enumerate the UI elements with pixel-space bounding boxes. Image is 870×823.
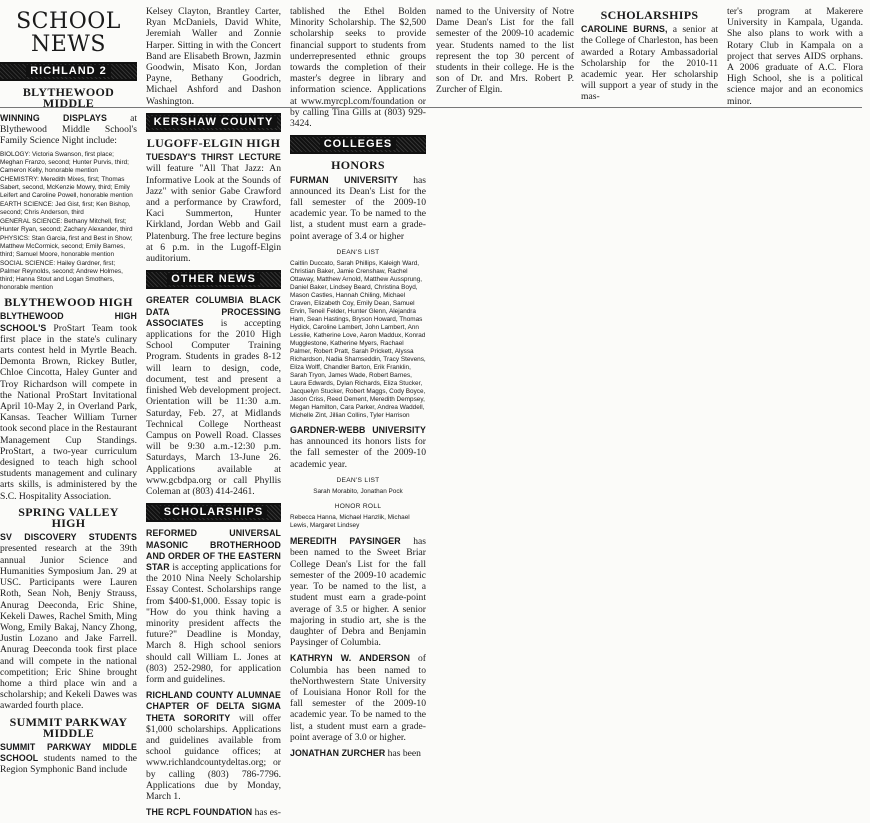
- article-rcpl-continued: tablished the Ethel Bolden Minority Scholarship. The $2,500 scholarship seeks to provide financial support to students from underrepresented ethnic groups towards the completion of their master's degree in library and information science. Applications at www.myrcpl.com/foundation or by calling Tina Gills at (803) 929-3424.: [290, 6, 426, 130]
- heading-blythewood-high: BLYTHEWOOD HIGH: [4, 295, 133, 310]
- column-1: [0, 6, 137, 781]
- article-text: students named to the Region Symphonic Band include: [0, 753, 137, 776]
- article-lead: FURMAN UNIVERSITY: [290, 174, 398, 185]
- article-text: will offer $1,000 scholarships. Applications and guidelines available from school guidance offices; at www.richlandcountydeltas.org; or by calling (803) 786-7796. Applications due by Monday, March 1.: [146, 712, 281, 802]
- article-text: has been: [385, 747, 421, 759]
- article-text: presented research at the 39th annual Junior Science and Humanities Symposium Jan. 29 at USC. Participants were Lauren Roth, Sean Noh, Benjy Strauss, Anurag Deeconda, Eric Shine, Kekeli Dawes, Rachel Smith, Ming Wong, Emily Bakaj, Nancy Zhong, Justin Lozano and Jake Farrell. Anurag Deeconda took first place and will compete in the national competition; Eric Shine brought home a third place win and a scholarship; and Kekeli Dawes was awarded fourth place.: [0, 543, 137, 712]
- award-earth-science: EARTH SCIENCE: Jed Gist, first; Ken Bishop, second; Chris Anderson, third: [0, 201, 131, 217]
- subhead-deans-list-gardner-webb: DEAN'S LIST: [336, 476, 380, 484]
- article-text: is accepting applications for the 2010 High School Computer Training Program. Students in grades 8-12 will learn to design, code, document, test and present a finished Web development project. Orientation will be 11:30 a.m. Saturday, Feb. 27, at Midlands Technical College Northeast Campus on Powell Road. Classes will be 9:30 a.m.-12:30 p.m. Saturdays, March 13-June 26. Applications available at www.gcbdpa.org or call Phyllis Coleman at (803) 414-2461.: [146, 317, 281, 497]
- award-general-science: GENERAL SCIENCE: Bethany Mitchell, first; Hunter Ryan, second; Zachary Alexander, third: [0, 218, 133, 234]
- column-4: [436, 6, 574, 101]
- column-5: [581, 6, 718, 108]
- article-sv-discovery: [0, 532, 137, 711]
- column-3: [290, 6, 426, 764]
- article-lead: WINNING DISPLAYS: [0, 112, 107, 123]
- list-gardner-webb-honor-roll: Rebecca Hanna, Michael Hanzlik, Michael Lewis, Margaret Lindsey: [290, 514, 410, 530]
- column-6: [727, 6, 863, 112]
- section-bar-colleges: COLLEGES: [290, 135, 426, 154]
- article-zurcher-continued: named to the University of Notre Dame Dean's List for the fall semester of the 2009-10 academic year. Students named to the list represent the top 30 percent of students in their college. He is the son of Dr. and Mrs. Robert P. Zurcher of Elgin.: [436, 6, 574, 96]
- article-text: has announced its Dean's List for the fall semester of the 2009-10 academic year. To be named to the list, a student must earn a grade-point average of 3.4 or higher: [290, 174, 427, 242]
- article-gardner-webb: [290, 425, 426, 470]
- article-lead: SUMMIT PARKWAY MIDDLE SCHOOL: [0, 741, 137, 764]
- article-winning-displays: [0, 113, 137, 147]
- article-text: ProStart Team took first place in the state's culinary arts contest held in Myrtle Beach. Demonta Brown, Rickey Butler, Chloe Cincotta, Haley Gunter and Troy Richardson will compete in the National ProStart Invitational April 10-May 2, in Overland Park, Kansas. Teacher William Turner took second place in the Restaurant Management Cup Standings. ProStart, a two-year curriculum designed to teach high school students management and culinary arts skills, is administered by the S.C. Hospitality Association.: [0, 322, 137, 502]
- article-lead: RICHLAND COUNTY ALUMNAE CHAPTER OF DELTA SIGMA THETA SORORITY: [146, 690, 281, 723]
- section-bar-other-news: OTHER NEWS: [146, 270, 281, 289]
- article-lead: BLYTHEWOOD HIGH SCHOOL'S: [0, 311, 137, 333]
- article-delta-sigma-theta: [146, 690, 281, 802]
- article-gcbdpa: [146, 295, 281, 497]
- article-furman: [290, 175, 426, 242]
- article-lead: CAROLINE BURNS,: [581, 24, 668, 35]
- masthead-line-1: SCHOOL: [16, 9, 121, 34]
- article-concert-band-continued: Kelsey Clayton, Brantley Carter, Ryan McDaniels, David White, Jeremiah Waller and Zonnie Harper. Sitting in with the Concert Band are Elisabeth Brown, Jazmin Goodwin, Misato Kon, Jordan Payne, Bethany Goodrich, Michael Ashford and Dashon Washington.: [146, 6, 281, 107]
- heading-scholarships: SCHOLARSHIPS: [600, 8, 699, 22]
- article-text: is accepting applications for the 2010 Nina Neely Scholarship Essay Contest. Scholarships range from $400-$1,000. Essay topic is "How do you think having a minority president affects the future?" Deadline is Monday, March 8. High school seniors should call William L. Jones at (803) 252-2980, for application form and guidelines.: [146, 561, 281, 685]
- heading-summit-parkway-middle: SUMMIT PARKWAY MIDDLE: [9, 714, 128, 740]
- article-prostart: [0, 311, 137, 501]
- article-lead: JONATHAN ZURCHER: [290, 747, 386, 758]
- article-lead: MEREDITH PAYSINGER: [290, 536, 401, 547]
- article-anderson: [290, 653, 426, 743]
- article-thirst-lecture: [146, 152, 281, 264]
- heading-blythewood-middle: BLYTHEWOOD MIDDLE: [22, 85, 115, 111]
- subhead-deans-list-furman: DEAN'S LIST: [336, 248, 380, 256]
- award-social-science: SOCIAL SCIENCE: Hailey Gardner, first; Palmer Reynolds, second; Andrew Holmes, third; Hanna Stout and Logan Smothers, honorable mention: [0, 260, 123, 292]
- heading-spring-valley-high: SPRING VALLEY HIGH: [18, 504, 119, 531]
- article-masonic-brotherhood: [146, 528, 281, 685]
- column-2: [146, 6, 281, 823]
- article-text: of Columbia has been named to theNorthwestern State University of Louisiana Honor Roll for the fall semester of the 2009-10 academic year. To be named to the list, a student must earn a grade-point average of 3.0 or higher.: [290, 653, 427, 743]
- article-paysinger: [290, 536, 426, 648]
- article-lead: THE RCPL FOUNDATION: [146, 807, 253, 818]
- masthead-line-2: NEWS: [31, 32, 106, 57]
- award-biology: BIOLOGY: Victoria Swanson, first place; Meghan Franzo, second; Hunter Purvis, third; Cameron Kelly, honorable mention: [0, 151, 129, 175]
- article-zurcher: [290, 748, 426, 759]
- article-lead: GARDNER-WEBB UNIVERSITY: [290, 425, 426, 436]
- article-text: has announced its honors lists for the fall semester of the 2009-10 academic year.: [290, 436, 426, 470]
- section-bar-scholarships: SCHOLARSHIPS: [146, 503, 281, 522]
- heading-lugoff-elgin-high: LUGOFF-ELGIN HIGH: [146, 136, 281, 151]
- subhead-honor-roll: HONOR ROLL: [334, 503, 382, 511]
- article-caroline-burns-continued: ter's program at Makerere University in Kampala, Uganda. She also plans to work with a Rotary Club in Kampala on a project that serves AIDS orphans. A 2006 graduate of A.C. Flora High School, she is a political science major and an economics minor.: [727, 6, 863, 107]
- article-lead: TUESDAY'S THIRST LECTURE: [146, 152, 281, 163]
- article-summit-parkway: [0, 742, 137, 776]
- article-lead: KATHRYN W. ANDERSON: [290, 653, 411, 664]
- article-text: has been named to the Sweet Briar College Dean's List for the fall semester of the 2009-10 academic year. To be named to the list, a student must earn a grade-point average of 3.5 or higher. A senior majoring in studio art, she is the daughter of Debra and Benjamin Paysinger of Columbia.: [290, 536, 426, 649]
- article-lead: GREATER COLUMBIA BLACK DATA PROCESSING ASSOCIATES: [146, 295, 281, 328]
- article-caroline-burns: [581, 24, 718, 102]
- award-chemistry: CHEMISTRY: Meredith Mixes, first; Thomas Sabert, second, McKenzie Mowry, third; Emily Leifert and Caroline Powell, honorable mention: [0, 176, 133, 200]
- section-masthead: [0, 10, 137, 56]
- article-text: has es-: [252, 807, 281, 819]
- heading-honors: HONORS: [331, 158, 385, 173]
- article-lead: REFORMED UNIVERSAL MASONIC BROTHERHOOD AND ORDER OF THE EASTERN STAR: [146, 528, 281, 572]
- article-text: a senior at the College of Charleston, has been awarded a Rotary Ambassadorial Scholarship for the 2010-11 academic year. Her scholarship will support a year of study in the mas-: [581, 24, 718, 103]
- article-text: at Blythewood Middle School's Family Science Night include:: [0, 112, 137, 147]
- list-furman-deans: Caitlin Duccato, Sarah Phillips, Kaleigh Ward, Christian Baker, Jamie Crenshaw, Rachel Ottaway, Matthew Arnold, Matthew Aussprung, Daniel Baker, Lindsey Beard, Christina Boyd, Mason Castles, Hannah Chiling, Michael Craven, Elizabeth Coy, Emily Dean, Samuel Ervin, Teneil Felder, Hunter Glenn, Alejandra Ham, Sean Hastings, Bryson Howard, Thomas Hydick, Caroline Lambert, John Lambert, Ann Lesslie, Katherine Love, Aaron Maddux, Konrad Mugglestone, Katherine Myers, Rachael Palmer, Robert Pratt, Sarah Prickett, Alyssa Richardson, Nadia Shamseddin, Tracy Stevens, Eliza Wolff, Chandler Barton, Erik Franklin, Sarah Tryon, James Wade, Robert Barnes, Laura Edwards, Dylan Richards, Eliza Stucker, Jacquelyn Stucker, Robert Maggs, Cody Boyce, Jason Criss, Reed Dement, Meredith Dempsey, Megan Hamilton, Cara Parker, Andrea Waddell, Michelle Zint, Jillian Collins, Tyler Harrison: [290, 260, 426, 420]
- article-text: will feature "All That Jazz: An Informative Look at the Sounds of Jazz" with senior Gabe Crawford and a performance by Crawford, Kaci Summerton, Hunter Kirkland, Jordan Webb and Gail Platenburg. The free lecture begins at 6 p.m. in the Lugoff-Elgin auditorium.: [146, 163, 281, 265]
- section-bar-richland-2: RICHLAND 2: [0, 62, 137, 81]
- section-bar-kershaw-county: KERSHAW COUNTY: [146, 113, 281, 132]
- award-physics: PHYSICS: Stan Garcia, first and Best in Show; Matthew McCormick, second; Emily Barnes, third; Samuel Moore, honorable mention: [0, 235, 133, 259]
- article-rcpl-foundation: [146, 807, 281, 818]
- list-gardner-webb-deans: Sarah Morabito, Jonathan Pock: [313, 488, 403, 496]
- article-lead: SV DISCOVERY STUDENTS: [0, 532, 137, 543]
